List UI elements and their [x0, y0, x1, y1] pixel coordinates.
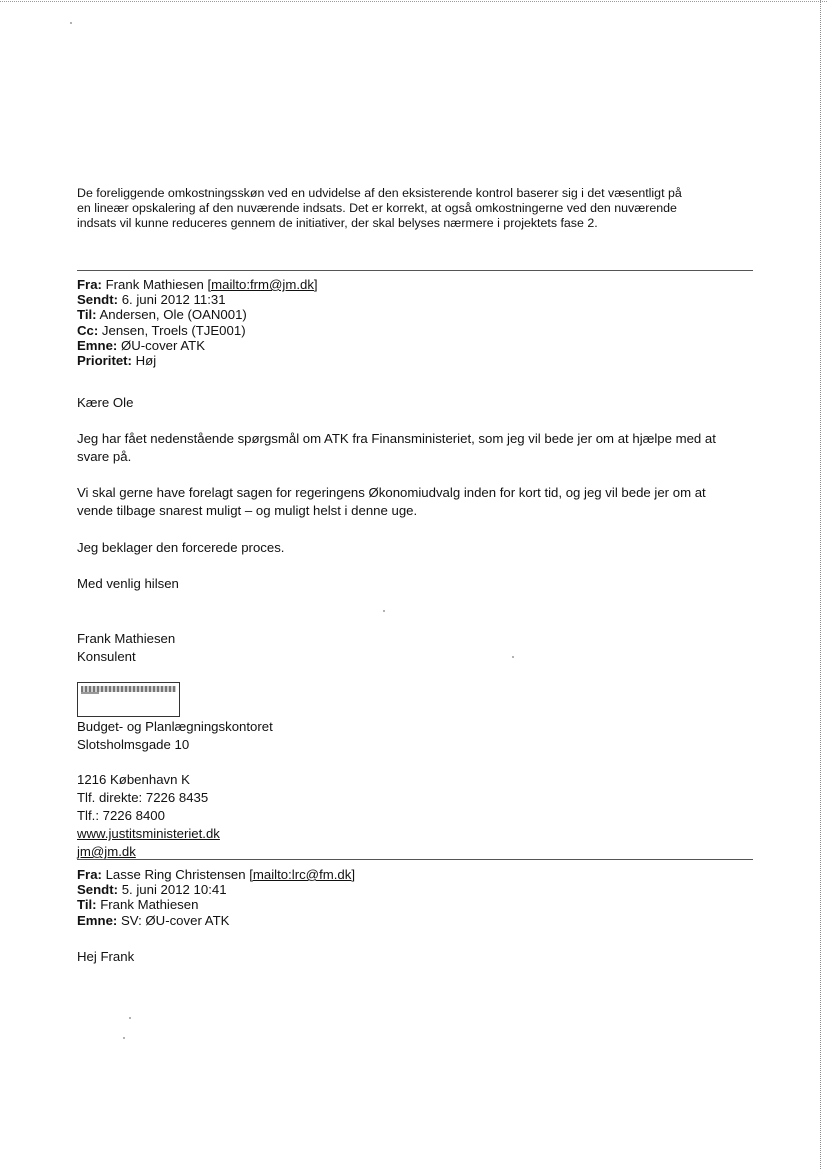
to-value: Andersen, Ole (OAN001)	[99, 307, 247, 323]
phone-direct: Tlf. direkte: 7226 8435	[77, 790, 209, 805]
subject-value: SV: ØU-cover ATK	[120, 912, 230, 928]
paragraph-line: Vi skal gerne have forelagt sagen for regeringens Økonomiudvalg inden for kort tid, og jeg vil bede jer om at	[77, 485, 706, 500]
signature	[77, 630, 757, 666]
email-greeting: Kære Ole	[77, 395, 134, 410]
subject-row	[77, 338, 318, 353]
cc-row	[77, 323, 318, 338]
scan-speck	[129, 1017, 131, 1019]
scan-speck	[123, 1037, 125, 1039]
to-row	[77, 897, 355, 912]
contact-details	[77, 771, 757, 861]
email-link[interactable]: jm@jm.dk	[77, 844, 136, 859]
intro-line: De foreliggende omkostningsskøn ved en udvidelse af den eksisterende kontrol baserer sig i det væsentligt på	[77, 186, 682, 200]
email-greeting: Hej Frank	[77, 949, 135, 964]
to-label: Til:	[77, 897, 97, 913]
email-paragraph	[77, 484, 757, 520]
phone-main: Tlf.: 7226 8400	[77, 808, 165, 823]
cc-value: Jensen, Troels (TJE001)	[101, 322, 246, 338]
subject-row	[77, 913, 355, 928]
sent-label: Sendt:	[77, 882, 119, 898]
subject-label: Emne:	[77, 912, 118, 928]
logo-banner-graphic	[81, 692, 99, 694]
office-street: Slotsholmsgade 10	[77, 737, 190, 752]
sent-row	[77, 292, 318, 307]
ministry-logo-image	[77, 682, 180, 717]
priority-row	[77, 353, 318, 368]
email-header	[77, 867, 355, 928]
email-header	[77, 277, 318, 368]
sent-label: Sendt:	[77, 292, 119, 308]
email-divider	[77, 270, 753, 271]
from-row	[77, 867, 355, 882]
from-label: Fra:	[77, 867, 102, 882]
office-address	[77, 718, 757, 754]
email-closing: Med venlig hilsen	[77, 576, 179, 591]
email-divider	[77, 859, 753, 860]
paragraph-line: Jeg har fået nedenstående spørgsmål om ATK fra Finansministeriet, som jeg vil bede jer om at hjælpe med at	[77, 431, 716, 446]
from-value: Frank Mathiesen	[105, 277, 208, 292]
paragraph-line: svare på.	[77, 449, 132, 464]
cc-label: Cc:	[77, 322, 99, 338]
signature-title: Konsulent	[77, 649, 136, 664]
to-label: Til:	[77, 307, 97, 323]
email-paragraph	[77, 430, 757, 466]
to-value: Frank Mathiesen	[100, 897, 199, 913]
subject-value: ØU-cover ATK	[120, 337, 206, 353]
to-row	[77, 307, 318, 322]
sent-value: 5. juni 2012 10:41	[121, 882, 227, 898]
scan-speck	[383, 610, 385, 612]
subject-label: Emne:	[77, 337, 118, 353]
from-value: Lasse Ring Christensen	[105, 867, 250, 882]
paragraph-line: vende tilbage snarest muligt – og muligt helst i denne uge.	[77, 503, 418, 518]
from-mailto-link[interactable]: [mailto:frm@jm.dk]	[207, 277, 318, 292]
scan-edge-top	[0, 1, 827, 2]
intro-paragraph	[77, 186, 747, 231]
from-mailto-link[interactable]: [mailto:lrc@fm.dk]	[249, 867, 355, 882]
intro-line: en lineær opskalering af den nuværende indsats. Det er korrekt, at også omkostningerne ved den nuværende	[77, 201, 677, 215]
scan-edge-right	[820, 0, 821, 1169]
priority-label: Prioritet:	[77, 353, 132, 369]
sent-value: 6. juni 2012 11:31	[121, 292, 226, 308]
priority-value: Høj	[135, 353, 157, 369]
website-link[interactable]: www.justitsministeriet.dk	[77, 826, 220, 841]
intro-line: indsats vil kunne reduceres gennem de initiativer, der skal belyses nærmere i projektets fase 2.	[77, 216, 598, 230]
sent-row	[77, 882, 355, 897]
postal-code-city: 1216 København K	[77, 772, 190, 787]
scan-speck	[70, 22, 72, 24]
from-row	[77, 277, 318, 292]
from-label: Fra:	[77, 277, 102, 292]
email-paragraph: Jeg beklager den forcerede proces.	[77, 540, 285, 555]
signature-name: Frank Mathiesen	[77, 631, 176, 646]
office-name: Budget- og Planlægningskontoret	[77, 719, 273, 734]
